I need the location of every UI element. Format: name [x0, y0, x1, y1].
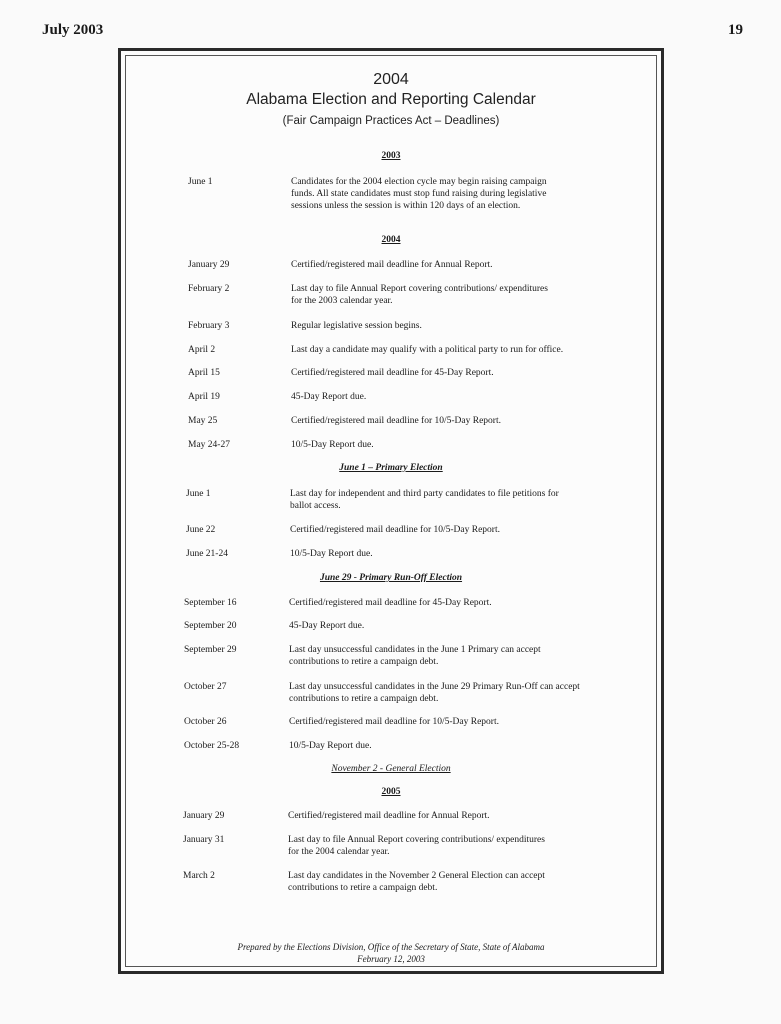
entry-date: September 16	[184, 598, 237, 608]
page-number: 19	[728, 22, 743, 38]
entry-description: Last day candidates in the November 2 General Election can accept contributions to retire a campaign debt.	[288, 871, 545, 893]
entry-date: June 22	[186, 525, 216, 535]
calendar-year-title: 2004	[373, 71, 409, 88]
entry-date: June 21-24	[186, 549, 228, 559]
section-heading-general-election: November 2 - General Election	[331, 764, 451, 774]
entry-date: June 1	[186, 489, 211, 499]
page-header-left: July 2003	[42, 22, 104, 38]
section-heading-2003: 2003	[381, 151, 401, 161]
entry-description: Candidates for the 2004 election cycle may begin raising campaign funds. All state candidates must stop fund raising during legislative sessions unless the session is within 120 days of an election.	[291, 177, 547, 211]
entry-date: May 24-27	[188, 440, 230, 450]
section-heading-2005: 2005	[381, 787, 401, 797]
entry-description: 10/5-Day Report due.	[290, 549, 373, 559]
entry-description: Certified/registered mail deadline for Annual Report.	[291, 260, 493, 270]
entry-date: February 2	[188, 284, 230, 294]
entry-date: January 29	[188, 260, 230, 270]
entry-date: January 31	[183, 835, 225, 845]
calendar-title: Alabama Election and Reporting Calendar	[246, 91, 536, 108]
calendar-frame	[118, 48, 664, 974]
entry-date: May 25	[188, 416, 218, 426]
entry-date: March 2	[183, 871, 215, 881]
entry-date: October 26	[184, 717, 227, 727]
entry-date: April 19	[188, 392, 220, 402]
entry-date: September 20	[184, 621, 237, 631]
entry-description: Last day for independent and third party candidates to file petitions for ballot access.	[290, 489, 559, 511]
section-heading-2004: 2004	[381, 235, 401, 245]
entry-description: Last day to file Annual Report covering contributions/ expenditures for the 2004 calendar year.	[288, 835, 545, 857]
entry-date: June 1	[188, 177, 213, 187]
entry-description: Last day a candidate may qualify with a political party to run for office.	[291, 345, 564, 355]
entry-date: January 29	[183, 811, 225, 821]
entry-description: 10/5-Day Report due.	[289, 741, 372, 751]
entry-description: Last day unsuccessful candidates in the June 29 Primary Run-Off can accept contributions to retire a campaign debt.	[289, 682, 580, 704]
entry-date: September 29	[184, 645, 237, 655]
entry-description: Certified/registered mail deadline for 45-Day Report.	[291, 368, 494, 378]
entry-date: October 27	[184, 682, 227, 692]
entry-date: February 3	[188, 321, 230, 331]
section-heading-primary-election: June 1 – Primary Election	[339, 463, 443, 473]
entry-description: Last day unsuccessful candidates in the June 1 Primary can accept contributions to retire a campaign debt.	[289, 645, 541, 667]
entry-description: Certified/registered mail deadline for 10/5-Day Report.	[290, 525, 500, 535]
entry-description: Certified/registered mail deadline for 45-Day Report.	[289, 598, 492, 608]
footer-date: February 12, 2003	[357, 954, 425, 964]
entry-description: Regular legislative session begins.	[291, 321, 422, 331]
entry-date: April 15	[188, 368, 220, 378]
entry-description: Certified/registered mail deadline for 10/5-Day Report.	[289, 717, 499, 727]
entry-description: Certified/registered mail deadline for 10/5-Day Report.	[291, 416, 501, 426]
entry-date: April 2	[188, 345, 216, 355]
entry-description: 45-Day Report due.	[291, 392, 367, 402]
entry-description: Certified/registered mail deadline for Annual Report.	[288, 811, 490, 821]
entry-description: 45-Day Report due.	[289, 621, 365, 631]
calendar-subtitle: (Fair Campaign Practices Act – Deadlines)	[282, 115, 500, 127]
entry-description: Last day to file Annual Report covering contributions/ expenditures for the 2003 calendar year.	[291, 284, 548, 306]
section-heading-runoff-election: June 29 - Primary Run-Off Election	[319, 573, 463, 583]
footer-prepared-by: Prepared by the Elections Division, Office of the Secretary of State, State of Alabama	[237, 942, 545, 952]
entry-date: October 25-28	[184, 741, 240, 751]
entry-description: 10/5-Day Report due.	[291, 440, 374, 450]
